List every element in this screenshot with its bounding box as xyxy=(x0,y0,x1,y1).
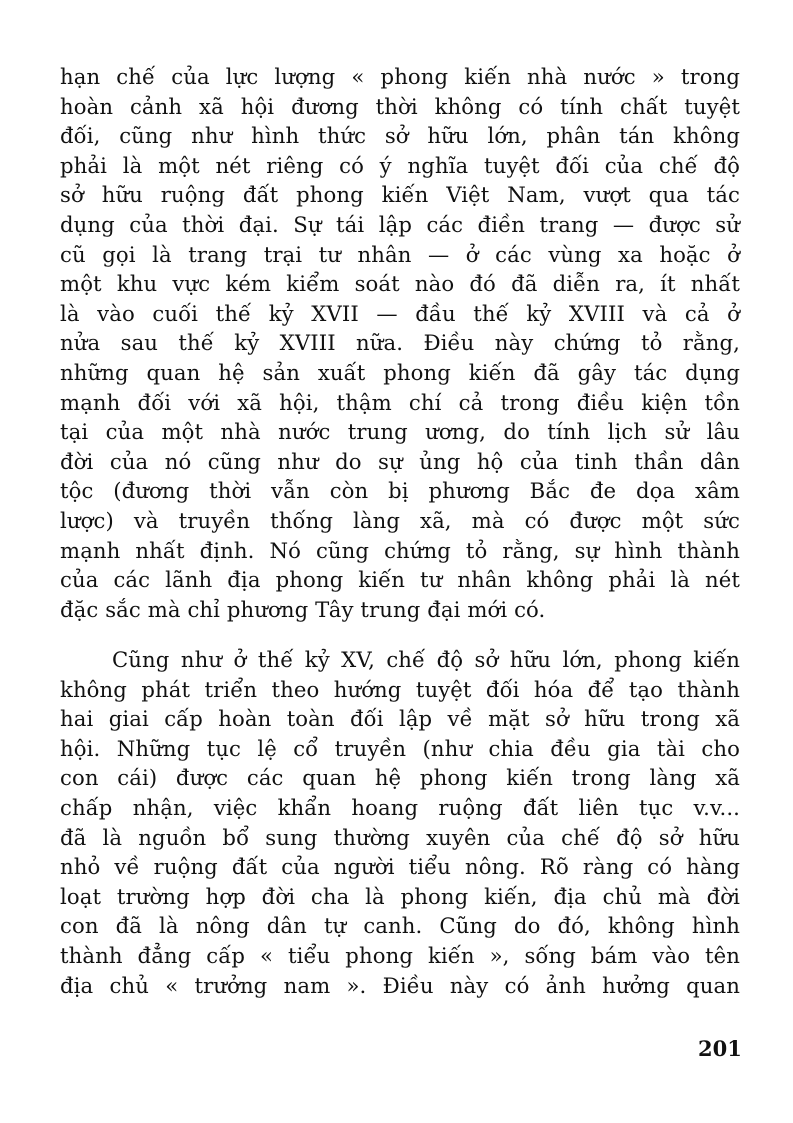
text-line: đặc sắc mà chỉ phương Tây trung đại mới có. xyxy=(60,596,546,622)
text-line: mạnh đối với xã hội, thậm chí cả trong điều kiện tồn xyxy=(60,389,740,415)
text-line: mạnh nhất định. Nó cũng chứng tỏ rằng, sự hình thành xyxy=(60,537,740,563)
paragraph-1 xyxy=(60,62,740,624)
page-number: 201 xyxy=(698,1036,742,1061)
text-line: lược) và truyền thống làng xã, mà có được một sức xyxy=(60,507,740,533)
text-line: của các lãnh địa phong kiến tư nhân không phải là nét xyxy=(60,567,740,593)
text-line: địa chủ « trưởng nam ». Điều này có ảnh hưởng quan xyxy=(60,972,740,998)
text-line: cũ gọi là trang trại tư nhân — ở các vùng xa hoặc ở xyxy=(60,241,740,267)
text-line: nửa sau thế kỷ XVIII nữa. Điều này chứng tỏ rằng, xyxy=(60,330,740,356)
text-line: hội. Những tục lệ cổ truyền (như chia đều gia tài cho xyxy=(60,735,740,761)
text-line: tại của một nhà nước trung ương, do tính lịch sử lâu xyxy=(60,419,740,445)
text-line: Cũng như ở thế kỷ XV, chế độ sở hữu lớn, phong kiến xyxy=(112,647,740,672)
paragraph-2 xyxy=(60,645,740,1000)
text-line: những quan hệ sản xuất phong kiến đã gây tác dụng xyxy=(60,359,740,385)
text-line: loạt trường hợp đời cha là phong kiến, địa chủ mà đời xyxy=(60,883,740,909)
text-line: hạn chế của lực lượng « phong kiến nhà nước » trong xyxy=(60,64,740,89)
text-line: con cái) được các quan hệ phong kiến trong làng xã xyxy=(60,765,740,791)
text-line: thành đẳng cấp « tiểu phong kiến », sống bám vào tên xyxy=(60,942,740,968)
text-line: hai giai cấp hoàn toàn đối lập về mặt sở hữu trong xã xyxy=(60,706,740,732)
text-line: sở hữu ruộng đất phong kiến Việt Nam, vượt qua tác xyxy=(60,182,740,208)
text-line: một khu vực kém kiểm soát nào đó đã diễn ra, ít nhất xyxy=(60,271,740,297)
text-line: đối, cũng như hình thức sở hữu lớn, phân tán không xyxy=(60,123,740,149)
text-line: con đã là nông dân tự canh. Cũng do đó, không hình xyxy=(60,913,740,939)
text-line: nhỏ về ruộng đất của người tiểu nông. Rõ ràng có hàng xyxy=(60,854,740,880)
text-line: phải là một nét riêng có ý nghĩa tuyệt đối của chế độ xyxy=(60,152,740,178)
text-line: tộc (đương thời vẫn còn bị phương Bắc đe dọa xâm xyxy=(60,478,740,504)
text-line: chấp nhận, việc khẩn hoang ruộng đất liên tục v.v... xyxy=(60,794,740,820)
text-line: là vào cuối thế kỷ XVII — đầu thế kỷ XVIII và cả ở xyxy=(60,300,740,326)
text-line: đời của nó cũng như do sự ủng hộ của tinh thần dân xyxy=(60,448,740,474)
text-line: không phát triển theo hướng tuyệt đối hóa để tạo thành xyxy=(60,676,740,702)
text-line: đã là nguồn bổ sung thường xuyên của chế độ sở hữu xyxy=(60,824,740,850)
text-line: hoàn cảnh xã hội đương thời không có tính chất tuyệt xyxy=(60,93,740,119)
text-line: dụng của thời đại. Sự tái lập các điền trang — được sử xyxy=(60,211,740,237)
